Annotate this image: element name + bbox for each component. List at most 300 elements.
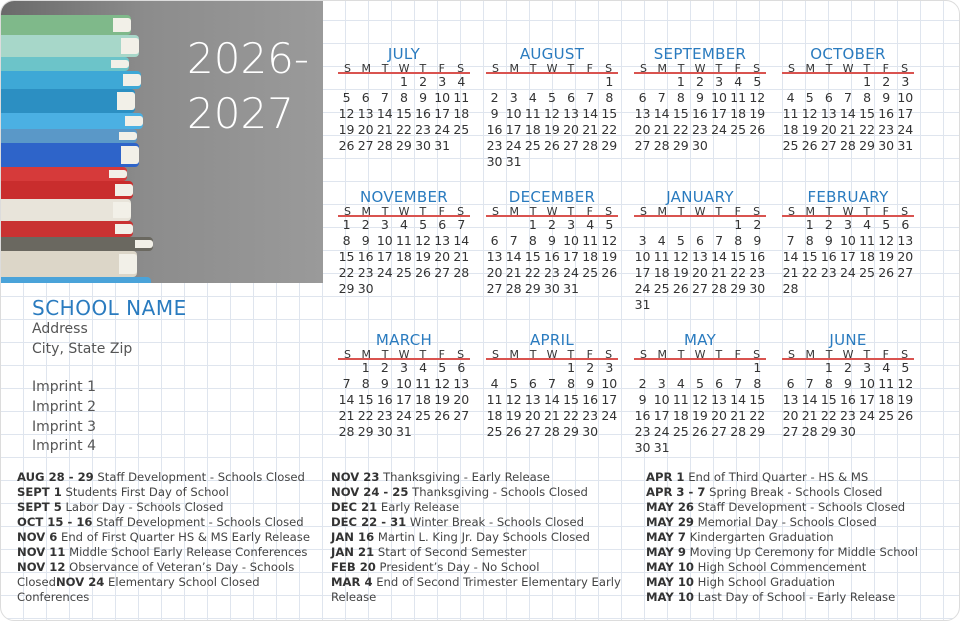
weekday-letter: S: [753, 348, 761, 361]
calendar-day: [600, 424, 619, 440]
weekday-letter: T: [825, 348, 833, 361]
event-date: MAY 29: [646, 515, 694, 529]
calendar-day: 17: [505, 122, 522, 137]
calendar-day: 12: [801, 106, 818, 121]
calendar-day: 10: [711, 90, 728, 105]
calendar-day: 23: [749, 265, 766, 280]
calendar-day: 15: [820, 392, 837, 407]
calendar-day: 29: [601, 138, 618, 153]
calendar-day: 29: [563, 424, 580, 439]
calendar-day: 26: [672, 281, 689, 296]
calendar-day: 6: [715, 376, 724, 391]
calendar-day: 20: [357, 122, 374, 137]
weekday-header: [782, 63, 914, 74]
calendar-day: 10: [653, 392, 670, 407]
calendar-day: [800, 360, 819, 376]
calendar-day: [542, 360, 561, 376]
event-text: Staff Development - Schools Closed: [93, 470, 305, 484]
calendar-day: 27: [524, 424, 541, 439]
event-text: Memorial Day - Schools Closed: [693, 515, 877, 529]
calendar-day: [671, 440, 690, 456]
calendar-day: 22: [730, 265, 747, 280]
event-date: JAN 16: [331, 530, 375, 544]
weekday-letter: T: [715, 348, 723, 361]
week-row: [633, 106, 767, 122]
weekday-letter: S: [605, 62, 613, 75]
calendar-day: [748, 138, 767, 154]
calendar-day: 17: [395, 392, 412, 407]
week-row: [485, 90, 619, 106]
school-city-state-zip: City, State Zip: [32, 341, 133, 357]
event-date: NOV 24 - 25: [331, 485, 409, 499]
calendar-day: 14: [376, 106, 393, 121]
calendar-day: [523, 154, 542, 170]
calendar-day: 21: [801, 408, 818, 423]
calendar-day: 18: [672, 408, 689, 423]
calendar-day: 13: [691, 249, 708, 264]
calendar-day: 22: [357, 408, 374, 423]
calendar-day: 2: [380, 360, 389, 375]
school-name: SCHOOL NAME: [32, 296, 187, 320]
calendar-day: [356, 74, 375, 90]
week-row: [485, 122, 619, 138]
weekday-letter: F: [734, 205, 741, 218]
month-december: [485, 189, 619, 297]
calendar-day: 23: [878, 122, 895, 137]
calendar-day: 28: [376, 138, 393, 153]
month-april: [485, 332, 619, 440]
calendar-day: 20: [486, 265, 503, 280]
calendar-day: 7: [734, 376, 743, 391]
week-row: [337, 376, 471, 392]
month-name: MARCH: [375, 331, 433, 349]
calendar-day: 13: [434, 233, 451, 248]
calendar-day: 2: [547, 217, 556, 232]
calendar-day: 24: [634, 281, 651, 296]
calendar-day: 11: [582, 233, 599, 248]
weekday-letter: W: [694, 348, 706, 361]
week-row: [633, 138, 767, 154]
event-date: APR 1: [646, 470, 685, 484]
weekday-letter: M: [509, 205, 520, 218]
calendar-day: 9: [547, 233, 556, 248]
calendar-day: 11: [653, 249, 670, 264]
calendar-day: 11: [730, 90, 747, 105]
calendar-day: 18: [878, 392, 895, 407]
weekday-letter: F: [438, 205, 445, 218]
calendar-day: [504, 74, 523, 90]
calendar-day: [781, 217, 800, 233]
event-text: Elementary School Closed Conferences: [17, 575, 260, 604]
calendar-day: 8: [676, 90, 685, 105]
event-text: Moving Up Ceremony for Middle School: [685, 545, 918, 559]
calendar-day: [485, 74, 504, 90]
calendar-day: 27: [711, 424, 728, 439]
calendar-day: 16: [634, 408, 651, 423]
event-date: DEC 21: [331, 500, 378, 514]
calendar-day: 5: [805, 90, 814, 105]
event-item: [331, 515, 631, 530]
calendar-day: [781, 74, 800, 90]
event-date: NOV 24: [55, 575, 105, 589]
weekday-letter: T: [863, 62, 871, 75]
calendar-day: 12: [338, 106, 355, 121]
calendar-day: 30: [878, 138, 895, 153]
calendar-day: 14: [653, 106, 670, 121]
calendar-day: 3: [863, 360, 872, 375]
event-item: [646, 470, 946, 485]
calendar-day: 6: [901, 217, 910, 232]
calendar-day: 29: [395, 138, 412, 153]
event-date: NOV 6: [17, 530, 58, 544]
calendar-day: 19: [415, 249, 432, 264]
event-date: MAY 10: [646, 575, 694, 589]
calendar-day: 28: [543, 424, 560, 439]
calendar-day: 17: [634, 265, 651, 280]
weekday-letter: S: [639, 62, 647, 75]
year-line-1: 2026-: [187, 34, 310, 83]
imprint-line-2: Imprint 2: [32, 399, 97, 415]
week-row: [337, 424, 471, 440]
weekday-letter: S: [457, 348, 465, 361]
event-date: SEPT 5: [17, 500, 62, 514]
calendar-day: [452, 424, 471, 440]
calendar-day: [838, 281, 857, 297]
week-row: [337, 265, 471, 281]
calendar-day: 6: [361, 90, 370, 105]
calendar-day: 26: [601, 265, 618, 280]
calendar-day: 20: [524, 408, 541, 423]
weekday-letter: F: [586, 205, 593, 218]
calendar-day: 4: [457, 74, 466, 89]
calendar-day: 8: [753, 376, 762, 391]
calendar-day: 17: [711, 106, 728, 121]
calendar-day: 7: [657, 90, 666, 105]
event-item: [646, 515, 946, 530]
weekday-letter: T: [825, 205, 833, 218]
calendar-day: 11: [453, 90, 470, 105]
weekday-letter: M: [805, 205, 816, 218]
calendar-day: [414, 424, 433, 440]
calendar-day: 1: [399, 74, 408, 89]
calendar-day: 2: [882, 74, 891, 89]
month-name: NOVEMBER: [359, 188, 449, 206]
month-january: [633, 189, 767, 313]
weekday-header: [634, 349, 766, 360]
calendar-day: 23: [691, 122, 708, 137]
calendar-day: 5: [901, 360, 910, 375]
events-column-1: [17, 470, 317, 605]
calendar-day: 19: [878, 249, 895, 264]
week-row: [633, 281, 767, 297]
month-november: [337, 189, 471, 297]
weekday-letter: T: [863, 348, 871, 361]
calendar-day: 7: [786, 233, 795, 248]
week-row: [781, 90, 915, 106]
calendar-day: 2: [490, 90, 499, 105]
weekday-letter: T: [529, 62, 537, 75]
event-text: Winter Break - Schools Closed: [406, 515, 584, 529]
calendar-day: 25: [524, 138, 541, 153]
weekday-header: [782, 206, 914, 217]
calendar-day: 15: [749, 392, 766, 407]
weekday-letter: T: [381, 62, 389, 75]
calendar-day: [710, 297, 729, 313]
event-item: [17, 500, 317, 515]
event-item: [17, 545, 317, 560]
calendar-day: [671, 360, 690, 376]
calendar-day: 15: [601, 106, 618, 121]
calendar-day: 12: [672, 249, 689, 264]
calendar-day: 14: [801, 392, 818, 407]
calendar-day: 7: [509, 233, 518, 248]
calendar-day: 30: [543, 281, 560, 296]
week-row: [337, 392, 471, 408]
calendar-day: 4: [586, 217, 595, 232]
calendar-day: 30: [415, 138, 432, 153]
calendar-day: [729, 440, 748, 456]
event-date: AUG 28 - 29: [17, 470, 94, 484]
calendar-day: 3: [438, 74, 447, 89]
calendar-day: 31: [563, 281, 580, 296]
calendar-day: 11: [672, 392, 689, 407]
week-row: [485, 74, 619, 90]
calendar-day: 20: [691, 265, 708, 280]
weekday-letter: F: [438, 62, 445, 75]
weekday-letter: W: [694, 62, 706, 75]
calendar-day: 5: [753, 74, 762, 89]
calendar-day: 19: [338, 122, 355, 137]
calendar-day: 3: [567, 217, 576, 232]
calendar-day: [748, 440, 767, 456]
calendar-day: [748, 297, 767, 313]
week-row: [633, 440, 767, 456]
calendar-day: 13: [357, 106, 374, 121]
calendar-day: 1: [805, 217, 814, 232]
calendar-day: [581, 154, 600, 170]
calendar-day: 28: [801, 424, 818, 439]
calendar-day: 12: [749, 90, 766, 105]
month-name: OCTOBER: [810, 45, 886, 63]
calendar-day: [523, 74, 542, 90]
event-text: President’s Day - No School: [375, 560, 540, 574]
calendar-day: 21: [505, 265, 522, 280]
calendar-day: 21: [711, 265, 728, 280]
calendar-day: 13: [897, 233, 914, 248]
calendar-day: 14: [582, 106, 599, 121]
calendar-day: 25: [453, 122, 470, 137]
calendar-day: 3: [638, 233, 647, 248]
week-row: [337, 233, 471, 249]
calendar-day: 27: [691, 281, 708, 296]
weekday-letter: S: [491, 205, 499, 218]
calendar-day: [858, 281, 877, 297]
calendar-day: 17: [839, 249, 856, 264]
week-row: [781, 392, 915, 408]
calendar-day: 19: [749, 106, 766, 121]
calendar-day: 15: [338, 249, 355, 264]
calendar-day: 15: [395, 106, 412, 121]
calendar-day: 9: [490, 106, 499, 121]
calendar-day: 10: [505, 106, 522, 121]
imprint-line-3: Imprint 3: [32, 419, 97, 435]
calendar-day: 21: [338, 408, 355, 423]
calendar-day: 25: [672, 424, 689, 439]
calendar-day: 8: [528, 233, 537, 248]
weekday-letter: F: [734, 348, 741, 361]
calendar-day: 16: [415, 106, 432, 121]
month-name: AUGUST: [519, 45, 585, 63]
calendar-day: [729, 138, 748, 154]
calendar-day: 9: [638, 392, 647, 407]
weekday-letter: M: [805, 62, 816, 75]
calendar-day: 10: [563, 233, 580, 248]
calendar-day: 4: [734, 74, 743, 89]
weekday-letter: W: [546, 348, 558, 361]
calendar-day: 13: [486, 249, 503, 264]
calendar-day: [896, 424, 915, 440]
calendar-day: 18: [582, 249, 599, 264]
calendar-day: 7: [843, 90, 852, 105]
calendar-day: 25: [486, 424, 503, 439]
calendar-day: 8: [567, 376, 576, 391]
calendar-day: 5: [695, 376, 704, 391]
calendar-day: [858, 424, 877, 440]
weekday-letter: M: [657, 348, 668, 361]
weekday-letter: T: [825, 62, 833, 75]
calendar-day: 24: [601, 408, 618, 423]
weekday-letter: S: [787, 348, 795, 361]
calendar-day: [633, 217, 652, 233]
calendar-day: 8: [342, 233, 351, 248]
calendar-day: 9: [824, 233, 833, 248]
calendar-day: 1: [863, 74, 872, 89]
week-row: [781, 233, 915, 249]
calendar-day: 7: [547, 376, 556, 391]
weekday-letter: S: [457, 205, 465, 218]
calendar-day: 26: [543, 138, 560, 153]
calendar-day: 31: [634, 297, 651, 312]
calendar-day: 20: [897, 249, 914, 264]
calendar-day: [710, 217, 729, 233]
calendar-day: [800, 74, 819, 90]
calendar-day: 28: [453, 265, 470, 280]
calendar-day: 25: [878, 408, 895, 423]
event-date: APR 3 - 7: [646, 485, 706, 499]
events-column-2: [331, 470, 631, 605]
calendar-day: 3: [399, 360, 408, 375]
calendar-day: 18: [486, 408, 503, 423]
calendar-day: 16: [749, 249, 766, 264]
calendar-day: 21: [582, 122, 599, 137]
month-june: [781, 332, 915, 440]
event-item: [646, 560, 946, 575]
calendar-day: 11: [859, 233, 876, 248]
month-september: [633, 46, 767, 154]
calendar-day: 11: [415, 376, 432, 391]
calendar-day: 26: [505, 424, 522, 439]
week-row: [633, 122, 767, 138]
calendar-day: [542, 154, 561, 170]
week-row: [781, 122, 915, 138]
month-may: [633, 332, 767, 456]
event-text: End of Second Trimester Elementary Early Release: [331, 575, 621, 604]
calendar-day: [729, 360, 748, 376]
event-text: Middle School Early Release Conferences: [65, 545, 308, 559]
event-item: [646, 575, 946, 590]
calendar-day: 14: [453, 233, 470, 248]
calendar-day: 14: [505, 249, 522, 264]
calendar-day: 31: [653, 440, 670, 455]
calendar-day: 19: [801, 122, 818, 137]
weekday-letter: F: [586, 348, 593, 361]
weekday-letter: S: [605, 205, 613, 218]
weekday-header: [782, 349, 914, 360]
calendar-day: [375, 74, 394, 90]
calendar-day: 20: [563, 122, 580, 137]
calendar-day: 22: [749, 408, 766, 423]
calendar-day: 30: [634, 440, 651, 455]
month-name: MAY: [683, 331, 717, 349]
calendar-day: 16: [376, 392, 393, 407]
week-row: [781, 281, 915, 297]
calendar-day: [877, 424, 896, 440]
weekday-letter: S: [901, 348, 909, 361]
calendar-day: 9: [361, 233, 370, 248]
month-name: DECEMBER: [508, 188, 596, 206]
calendar-day: 16: [357, 249, 374, 264]
calendar-day: [375, 281, 394, 297]
weekday-letter: W: [398, 62, 410, 75]
calendar-day: 6: [824, 90, 833, 105]
calendar-day: 20: [711, 408, 728, 423]
calendar-day: 4: [676, 376, 685, 391]
calendar-day: 25: [730, 122, 747, 137]
weekday-letter: T: [567, 205, 575, 218]
event-item: [646, 500, 946, 515]
calendar-day: 13: [634, 106, 651, 121]
calendar-day: 4: [882, 360, 891, 375]
imprint-line-1: Imprint 1: [32, 379, 97, 395]
calendar-day: [485, 360, 504, 376]
calendar-day: 21: [782, 265, 799, 280]
calendar-day: 6: [528, 376, 537, 391]
week-row: [337, 138, 471, 154]
event-date: FEB 20: [331, 560, 376, 574]
calendar-day: 8: [361, 376, 370, 391]
calendar-day: 19: [601, 249, 618, 264]
calendar-day: 20: [453, 392, 470, 407]
month-name: APRIL: [529, 331, 574, 349]
calendar-day: 6: [695, 233, 704, 248]
stack-of-books-photo: [1, 1, 323, 283]
calendar-day: 3: [901, 74, 910, 89]
event-date: MAY 9: [646, 545, 686, 559]
weekday-letter: S: [639, 348, 647, 361]
calendar-day: 12: [691, 392, 708, 407]
calendar-day: 17: [897, 106, 914, 121]
event-text: Thanksgiving - Schools Closed: [408, 485, 588, 499]
week-row: [337, 281, 471, 297]
calendar-day: 23: [376, 408, 393, 423]
weekday-letter: S: [605, 348, 613, 361]
event-text: Start of Second Semester: [374, 545, 527, 559]
imprint-line-4: Imprint 4: [32, 438, 97, 454]
calendar-day: 20: [782, 408, 799, 423]
weekday-header: [634, 206, 766, 217]
calendar-day: 13: [820, 106, 837, 121]
weekday-letter: W: [546, 205, 558, 218]
